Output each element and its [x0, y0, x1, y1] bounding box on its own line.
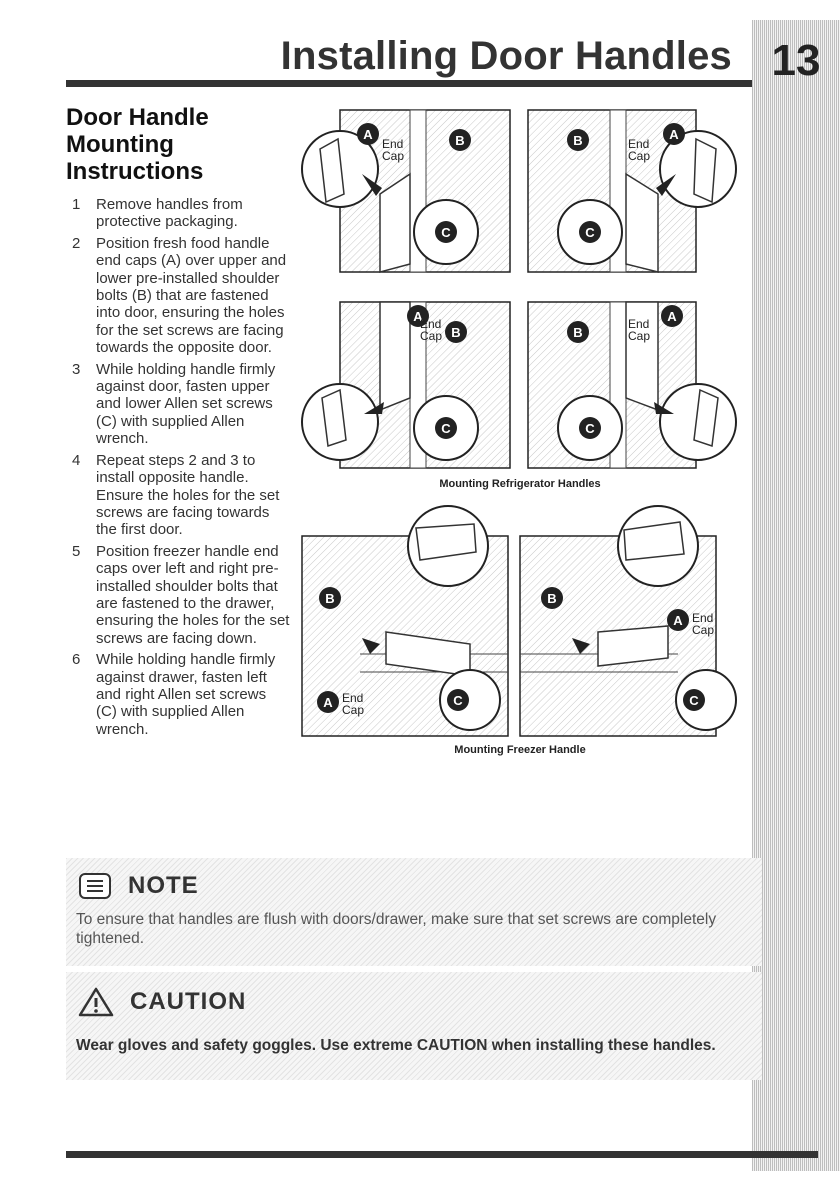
- callout-a-label: A: [413, 309, 423, 324]
- page-number: 13: [771, 36, 821, 85]
- step-item: [66, 361, 291, 448]
- freezer-handle-figure-left: [300, 504, 512, 740]
- step-item: [66, 452, 291, 539]
- note-icon: [78, 872, 112, 900]
- section-title-line: Mounting: [66, 131, 174, 158]
- step-item: [66, 235, 291, 357]
- caution-heading-row: [78, 986, 246, 1018]
- freezer-handle-figure-right: [518, 504, 740, 740]
- footer-rule: [66, 1151, 818, 1158]
- caution-heading: CAUTION: [130, 988, 247, 1015]
- end-label: End: [692, 611, 714, 625]
- step-number: 3: [72, 360, 81, 378]
- callout-c-label: C: [441, 421, 451, 436]
- caution-text: Wear gloves and safety goggles. Use extreme CAUTION when installing these handles.: [76, 1037, 716, 1054]
- callout-c-label: C: [585, 225, 595, 240]
- step-item: [66, 543, 291, 647]
- freezer-handle-illustration: [518, 504, 740, 740]
- freezer-handle-illustration: [300, 504, 512, 740]
- step-text: Remove handles from protective packaging.: [96, 196, 243, 231]
- end-label: End: [382, 137, 404, 151]
- end-label: End: [628, 317, 650, 331]
- step-text: Position fresh food handle end caps (A) over upper and lower pre-installed shoulder bolts (B) that are fastened into door, ensuring the holes for the set screws are facing towards the opposite door.: [96, 234, 287, 357]
- callout-a-label: A: [667, 309, 677, 324]
- fridge-handle-illustration: [526, 104, 740, 274]
- fridge-handle-illustration: [526, 298, 740, 470]
- section-title-line: Door Handle: [66, 104, 209, 131]
- step-number: 6: [72, 651, 81, 669]
- step-text: Repeat steps 2 and 3 to install opposite handle. Ensure the holes for the set screws are facing towards the first door.: [96, 451, 280, 539]
- callout-b-label: B: [325, 591, 335, 606]
- callout-b-label: B: [547, 591, 557, 606]
- page-number-tab: [752, 20, 840, 1171]
- cap-label: Cap: [420, 329, 443, 343]
- step-text: While holding handle firmly against door, fasten upper and lower Allen set screws (C) with supplied Allen wrench.: [96, 360, 276, 448]
- callout-b-label: B: [451, 325, 461, 340]
- section-title-line: Instructions: [66, 158, 204, 185]
- freezer-figure-caption: Mounting Freezer Handle: [454, 744, 586, 756]
- step-number: 2: [72, 234, 81, 252]
- callout-c-label: C: [453, 693, 463, 708]
- callout-a-label: A: [673, 613, 683, 628]
- callout-b-label: B: [455, 133, 465, 148]
- step-item: [66, 196, 291, 231]
- header-rule: [66, 80, 752, 87]
- callout-b-label: B: [573, 133, 583, 148]
- callout-a-label: A: [323, 695, 333, 710]
- fridge-handle-figure-upper-right: [526, 104, 740, 274]
- callout-c-label: C: [441, 225, 451, 240]
- page-header-title: Installing Door Handles: [280, 34, 732, 78]
- caution-box: [66, 972, 762, 1080]
- step-number: 1: [72, 196, 81, 213]
- fridge-handle-figure-lower-left: [300, 298, 512, 470]
- step-text: Position freezer handle end caps over left and right pre-installed shoulder bolts that are fastened to the drawer, ensuring the holes for the set screws are facing down.: [96, 542, 290, 647]
- fridge-handle-illustration: [300, 104, 512, 274]
- warning-triangle-icon: [78, 986, 114, 1018]
- section-title: [66, 104, 296, 185]
- fridge-handle-figure-lower-right: [526, 298, 740, 470]
- callout-c-label: C: [585, 421, 595, 436]
- note-heading: NOTE: [128, 872, 199, 899]
- end-label: End: [342, 691, 364, 705]
- note-box: [66, 858, 762, 966]
- step-text: While holding handle firmly against drawer, fasten left and right Allen set screws (C) with supplied Allen wrench.: [96, 651, 276, 738]
- note-text: To ensure that handles are flush with doors/drawer, make sure that set screws are completely tightened.: [76, 911, 717, 947]
- instruction-steps: [66, 196, 291, 742]
- cap-label: Cap: [692, 623, 715, 637]
- step-number: 4: [72, 451, 81, 469]
- step-number: 5: [72, 542, 81, 560]
- cap-label: Cap: [628, 329, 651, 343]
- callout-c-label: C: [689, 693, 699, 708]
- refrigerator-figure-caption: Mounting Refrigerator Handles: [439, 478, 601, 490]
- note-heading-row: [78, 872, 199, 900]
- callout-b-label: B: [573, 325, 583, 340]
- cap-label: Cap: [382, 149, 405, 163]
- end-label: End: [628, 137, 650, 151]
- step-item: [66, 651, 291, 738]
- cap-label: Cap: [342, 703, 365, 717]
- callout-a-label: A: [363, 127, 373, 142]
- fridge-handle-illustration: [300, 298, 512, 470]
- callout-a-label: A: [669, 127, 679, 142]
- cap-label: Cap: [628, 149, 651, 163]
- fridge-handle-figure-upper-left: [300, 104, 512, 274]
- end-label: End: [420, 317, 442, 331]
